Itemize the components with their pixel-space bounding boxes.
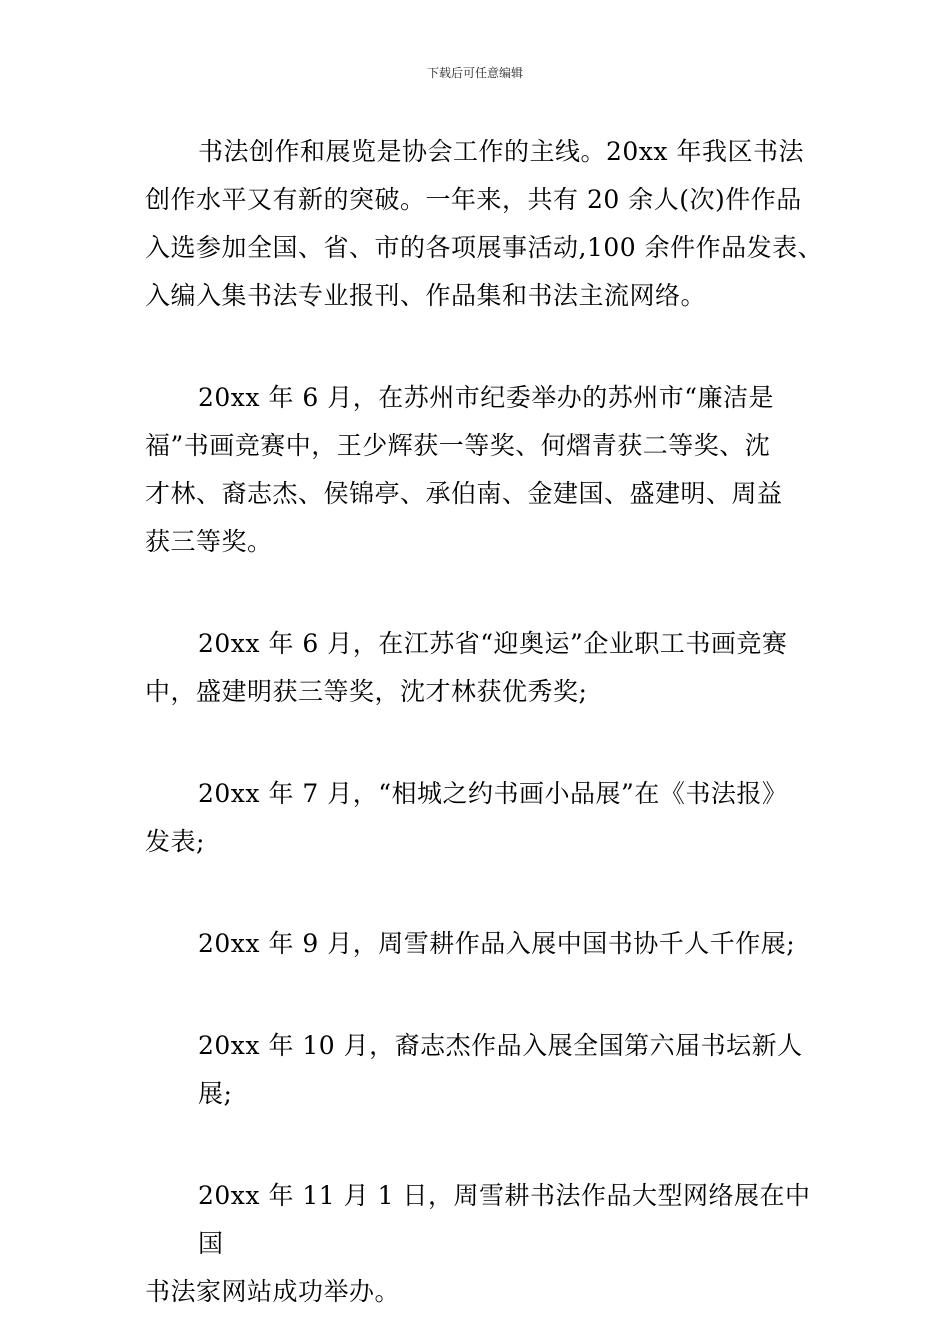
paragraph-5 (145, 920, 835, 968)
paragraph-line: 获三等奖。 (145, 527, 273, 556)
paragraph-line: 20xx 年 6 月，在苏州市纪委举办的苏州市“廉洁是 (198, 383, 775, 412)
paragraph-line: 20xx 年 11 月 1 日，周雪耕书法作品大型网络展在中国 (198, 1181, 811, 1258)
paragraph-7 (145, 1172, 835, 1316)
paragraph-line: 创作水平又有新的突破。一年来，共有 20 余人(次)件作品 (145, 185, 802, 214)
paragraph-line: 中，盛建明获三等奖，沈才林获优秀奖; (145, 677, 588, 706)
paragraph-line: 福”书画竞赛中，王少辉获一等奖、何熠青获二等奖、沈 (145, 431, 771, 460)
paragraph-4 (145, 770, 835, 866)
paragraph-line: 20xx 年 6 月，在江苏省“迎奥运”企业职工书画竞赛 (198, 629, 788, 658)
paragraph-line: 20xx 年 10 月，裔志杰作品入展全国第六届书坛新人展; (198, 1031, 803, 1108)
paragraph-line: 入选参加全国、省、市的各项展事活动,100 余件作品发表、 (145, 233, 824, 262)
document-body (145, 128, 835, 1316)
header-note: 下载后可任意编辑 (426, 66, 523, 80)
paragraph-2 (145, 374, 835, 566)
paragraph-line: 入编入集书法专业报刊、作品集和书法主流网络。 (145, 281, 707, 310)
paragraph-line: 书法创作和展览是协会工作的主线。20xx 年我区书法 (198, 137, 804, 166)
paragraph-6 (145, 1022, 835, 1118)
paragraph-line: 20xx 年 9 月，周雪耕作品入展中国书协千人千作展; (198, 929, 796, 958)
paragraph-line: 20xx 年 7 月，“相城之约书画小品展”在《书法报》 (198, 779, 788, 808)
paragraph-line: 才林、裔志杰、侯锦亭、承伯南、金建国、盛建明、周益 (145, 479, 783, 508)
paragraph-line: 发表; (145, 827, 205, 856)
paragraph-3 (145, 620, 835, 716)
paragraph-1 (145, 128, 835, 320)
paragraph-line: 书法家网站成功举办。 (145, 1277, 401, 1306)
